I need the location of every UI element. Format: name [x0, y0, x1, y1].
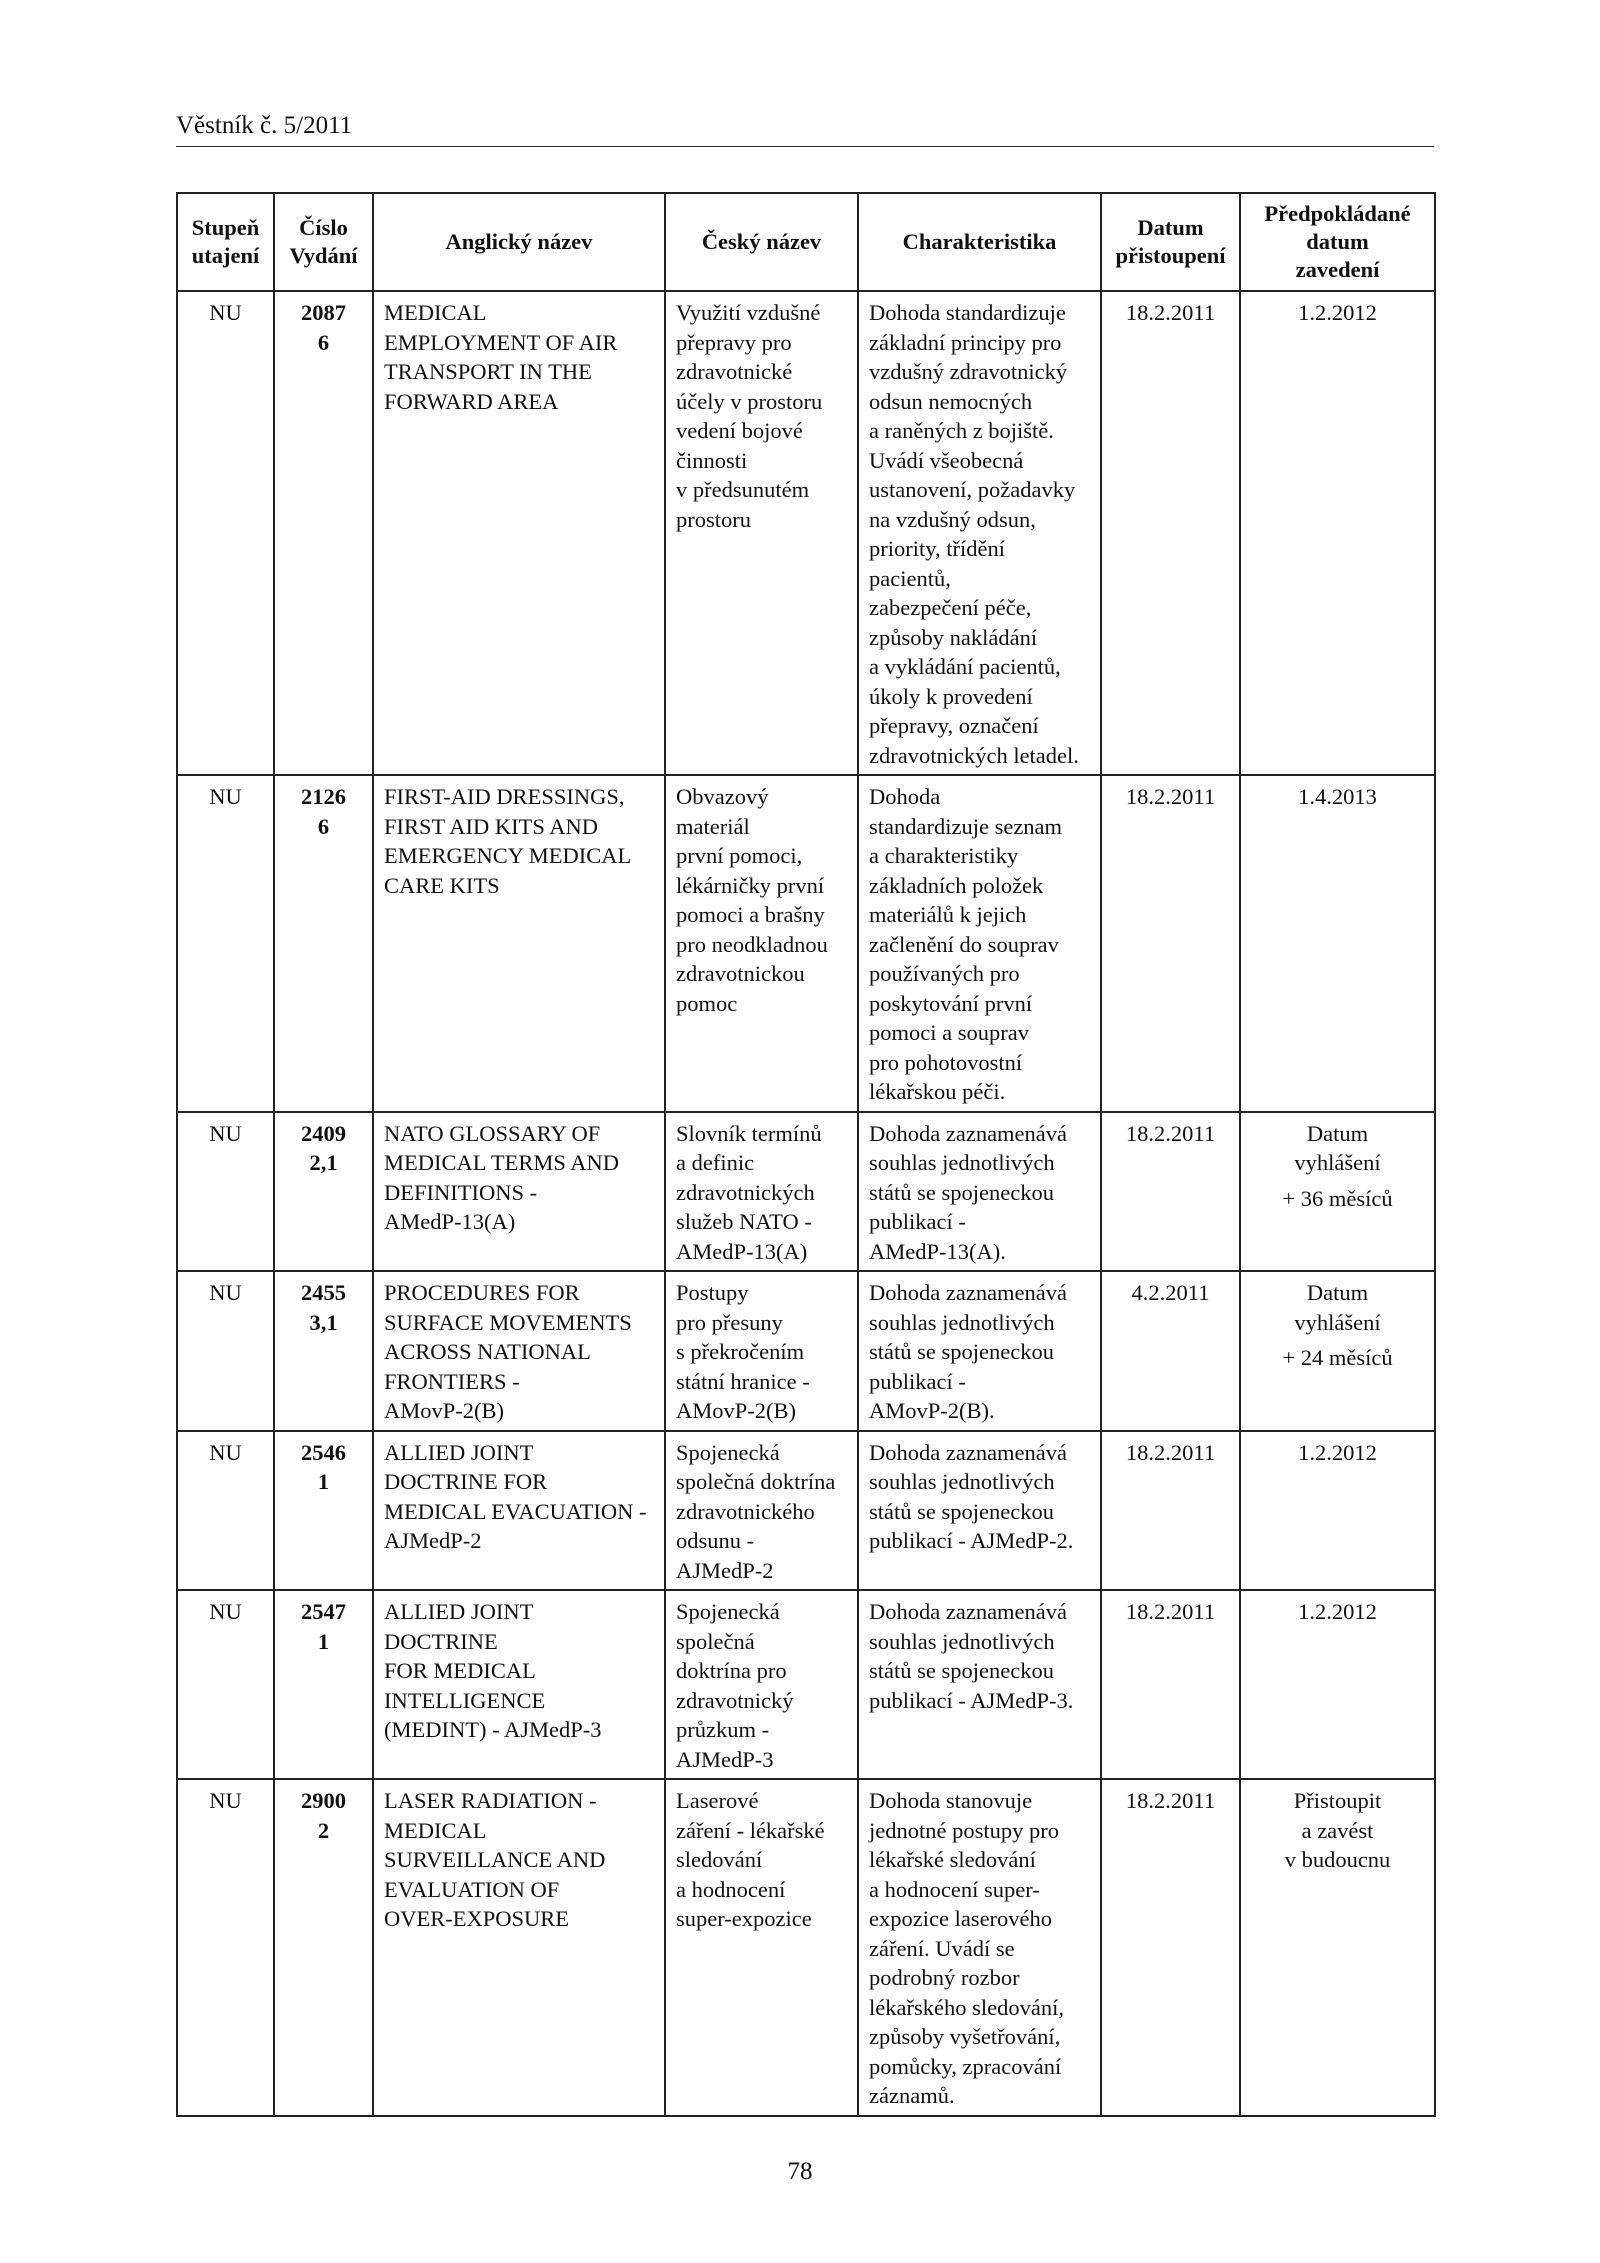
edition-number: 3,1 [309, 1309, 338, 1335]
characteristic-cell: Dohoda standardizuje základní principy pro vzdušný zdravotnický odsun nemocných a raněných z bojiště. Uvádí všeobecná ustanovení, požadavky na vzdušný odsun, priority, třídění pacientů, zabezpečení péče, způsoby nakládání a vykládání pacientů, úkoly k provedení přepravy, označení zdravotnických letadel. [858, 291, 1101, 775]
classification-cell: NU [177, 1112, 274, 1272]
table-row [177, 775, 1435, 1112]
standard-number: 2547 [301, 1599, 346, 1624]
czech-name-cell: Postupy pro přesuny s překročením státní hranice - AMovP-2(B) [665, 1271, 858, 1431]
introduction-offset: + 36 měsíců [1282, 1185, 1393, 1211]
table-row [177, 1112, 1435, 1272]
standard-number: 2455 [301, 1280, 346, 1305]
col-header-english-name: Anglický název [373, 193, 665, 291]
number-cell [274, 1271, 373, 1431]
czech-name-cell: Slovník termínů a definic zdravotnických služeb NATO - AMedP-13(A) [665, 1112, 858, 1272]
number-cell [274, 775, 373, 1112]
classification-cell: NU [177, 1779, 274, 2116]
page-number: 78 [787, 2158, 813, 2185]
table-row [177, 1431, 1435, 1591]
english-name-cell: ALLIED JOINT DOCTRINE FOR MEDICAL INTELLIGENCE (MEDINT) - AJMedP-3 [373, 1590, 665, 1779]
introduction-date-cell [1240, 1431, 1435, 1591]
english-name-cell: PROCEDURES FOR SURFACE MOVEMENTS ACROSS NATIONAL FRONTIERS - AMovP-2(B) [373, 1271, 665, 1431]
classification-cell: NU [177, 1271, 274, 1431]
accession-date-cell: 18.2.2011 [1101, 1431, 1240, 1591]
characteristic-cell: Dohoda zaznamenává souhlas jednotlivých států se spojeneckou publikací - AJMedP-2. [858, 1431, 1101, 1591]
english-name-cell: MEDICAL EMPLOYMENT OF AIR TRANSPORT IN THE FORWARD AREA [373, 291, 665, 775]
number-cell [274, 1779, 373, 2116]
number-cell [274, 291, 373, 775]
classification-cell: NU [177, 1590, 274, 1779]
standard-number: 2900 [301, 1788, 346, 1813]
introduction-date: 1.2.2012 [1298, 1599, 1377, 1624]
introduction-date: Datum vyhlášení [1294, 1120, 1381, 1175]
introduction-date-cell [1240, 1779, 1435, 2116]
english-name-cell: NATO GLOSSARY OF MEDICAL TERMS AND DEFINITIONS - AMedP-13(A) [373, 1112, 665, 1272]
table-row [177, 1779, 1435, 2116]
edition-number: 1 [317, 1469, 330, 1494]
introduction-date: 1.2.2012 [1298, 1439, 1377, 1465]
introduction-date: Přistoupit a zavést v budoucnu [1284, 1788, 1391, 1872]
czech-name-cell: Využití vzdušné přepravy pro zdravotnické účely v prostoru vedení bojové činnosti v předsunutém prostoru [665, 291, 858, 775]
number-cell [274, 1590, 373, 1779]
col-header-number: Číslo Vydání [274, 193, 373, 291]
czech-name-cell: Obvazový materiál první pomoci, lékárničky první pomoci a brašny pro neodkladnou zdravotnickou pomoc [665, 775, 858, 1112]
characteristic-cell: Dohoda zaznamenává souhlas jednotlivých států se spojeneckou publikací - AMovP-2(B). [858, 1271, 1101, 1431]
introduction-date: Datum vyhlášení [1294, 1280, 1381, 1335]
number-cell [274, 1112, 373, 1272]
accession-date-cell: 18.2.2011 [1101, 1112, 1240, 1272]
accession-date-cell: 18.2.2011 [1101, 1590, 1240, 1779]
introduction-date-cell [1240, 775, 1435, 1112]
introduction-date-cell [1240, 1590, 1435, 1779]
edition-number: 6 [317, 329, 330, 355]
standards-table [176, 192, 1436, 2117]
col-header-characteristic: Charakteristika [858, 193, 1101, 291]
edition-number: 2 [317, 1817, 330, 1843]
characteristic-cell: Dohoda zaznamenává souhlas jednotlivých států se spojeneckou publikací - AJMedP-3. [858, 1590, 1101, 1779]
classification-cell: NU [177, 291, 274, 775]
accession-date-cell: 18.2.2011 [1101, 1779, 1240, 2116]
introduction-date: 1.2.2012 [1298, 300, 1377, 325]
table-header-row [177, 193, 1435, 291]
edition-number: 2,1 [309, 1150, 338, 1175]
table-row [177, 291, 1435, 775]
col-header-introduction-date: Předpokládané datum zavedení [1240, 193, 1435, 291]
introduction-date-cell [1240, 1112, 1435, 1272]
introduction-date-cell [1240, 291, 1435, 775]
english-name-cell: FIRST-AID DRESSINGS, FIRST AID KITS AND EMERGENCY MEDICAL CARE KITS [373, 775, 665, 1112]
accession-date-cell: 4.2.2011 [1101, 1271, 1240, 1431]
edition-number: 1 [317, 1628, 330, 1654]
col-header-classification: Stupeň utajení [177, 193, 274, 291]
characteristic-cell: Dohoda stanovuje jednotné postupy pro lékařské sledování a hodnocení super- expozice laserového záření. Uvádí se podrobný rozbor lékařského sledování, způsoby vyšetřování, pomůcky, zpracování záznamů. [858, 1779, 1101, 2116]
standard-number: 2087 [301, 300, 346, 325]
accession-date-cell: 18.2.2011 [1101, 775, 1240, 1112]
czech-name-cell: Laserové záření - lékařské sledování a hodnocení super-expozice [665, 1779, 858, 2116]
journal-title: Věstník č. 5/2011 [176, 112, 353, 139]
page-header [176, 112, 1434, 147]
standard-number: 2546 [301, 1439, 346, 1465]
classification-cell: NU [177, 775, 274, 1112]
czech-name-cell: Spojenecká společná doktrína pro zdravotnický průzkum - AJMedP-3 [665, 1590, 858, 1779]
introduction-date: 1.4.2013 [1298, 784, 1377, 809]
number-cell [274, 1431, 373, 1591]
edition-number: 6 [317, 813, 330, 839]
table-row [177, 1590, 1435, 1779]
english-name-cell: LASER RADIATION - MEDICAL SURVEILLANCE AND EVALUATION OF OVER-EXPOSURE [373, 1779, 665, 2116]
standard-number: 2126 [301, 784, 346, 809]
introduction-offset: + 24 měsíců [1282, 1345, 1393, 1370]
col-header-accession-date: Datum přistoupení [1101, 193, 1240, 291]
characteristic-cell: Dohoda zaznamenává souhlas jednotlivých států se spojeneckou publikací - AMedP-13(A). [858, 1112, 1101, 1272]
table-row [177, 1271, 1435, 1431]
col-header-czech-name: Český název [665, 193, 858, 291]
introduction-date-cell [1240, 1271, 1435, 1431]
english-name-cell: ALLIED JOINT DOCTRINE FOR MEDICAL EVACUATION - AJMedP-2 [373, 1431, 665, 1591]
standard-number: 2409 [301, 1120, 346, 1146]
czech-name-cell: Spojenecká společná doktrína zdravotnického odsunu - AJMedP-2 [665, 1431, 858, 1591]
characteristic-cell: Dohoda standardizuje seznam a charakteristiky základních položek materiálů k jejich začlenění do souprav používaných pro poskytování první pomoci a souprav pro pohotovostní lékařskou péči. [858, 775, 1101, 1112]
classification-cell: NU [177, 1431, 274, 1591]
accession-date-cell: 18.2.2011 [1101, 291, 1240, 775]
